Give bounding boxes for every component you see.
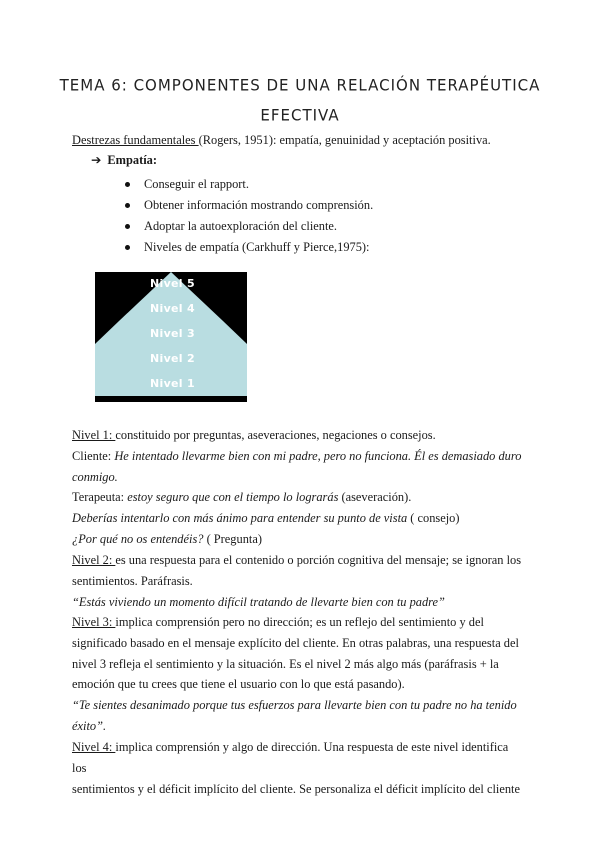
nivel3-text-line3: nivel 3 refleja el sentimiento y la situación. Es el nivel 2 más algo más (paráfrasis + la — [72, 656, 499, 671]
intro-heading: Destrezas fundamentales — [72, 133, 199, 147]
page-title: TEMA 6: COMPONENTES DE UNA RELACIÓN TERAPÉUTICA — [59, 75, 541, 95]
terapeuta-quote: estoy seguro que con el tiempo lo lograrás — [127, 490, 339, 505]
page-title-continued: EFECTIVA — [260, 105, 340, 125]
list-item: Adoptar la autoexploración del cliente. — [120, 216, 373, 237]
nivel2-text: es una respuesta para el contenido o porción cognitiva del mensaje; se ignoran los — [115, 553, 522, 567]
nivel2-text-continued: sentimientos. Paráfrasis. — [72, 573, 193, 588]
cliente-quote-continued: conmigo. — [72, 469, 118, 484]
nivel3-paragraph — [72, 612, 522, 737]
nivel3-quote-continued: éxito”. — [72, 718, 107, 733]
nivel3-text-line2: significado basado en el mensaje explícito del cliente. En otras palabras, una respuesta del — [72, 635, 519, 650]
nivel2-paragraph — [72, 550, 522, 612]
empatia-label: Empatía: — [107, 153, 157, 167]
nivel2-quote: “Estás viviendo un momento difícil tratando de llevarte bien con tu padre” — [72, 594, 445, 609]
nivel4-label: Nivel 4: — [72, 740, 116, 754]
arrow-right-icon: ➔ — [91, 152, 102, 167]
pyramid-level-5: Nivel 5 — [150, 277, 195, 290]
terapeuta-label: Terapeuta: — [72, 490, 128, 505]
pyramid-level-2: Nivel 2 — [150, 352, 195, 365]
nivel4-paragraph — [72, 737, 522, 799]
list-item: Conseguir el rapport. — [120, 174, 373, 195]
nivel2-label: Nivel 2: — [72, 553, 116, 567]
pregunta-quote: ¿Por qué no os entendéis? — [72, 531, 204, 546]
nivel3-quote: “Te sientes desanimado porque tus esfuerzos para llevarte bien con tu padre no ha tenido — [72, 698, 517, 713]
empatia-list — [120, 174, 373, 258]
nivel4-text-continued: sentimientos y el déficit implícito del cliente. Se personaliza el déficit implícito del cliente — [72, 781, 520, 796]
consejo-quote: Deberías intentarlo con más ánimo para entender su punto de vista — [72, 511, 408, 526]
nivel4-text: implica comprensión y algo de dirección. Una respuesta de este nivel identifica los — [72, 740, 509, 775]
pyramid-level-3: Nivel 3 — [150, 327, 195, 340]
pyramid-level-1: Nivel 1 — [150, 377, 195, 390]
consejo-note: ( consejo) — [407, 511, 460, 526]
cliente-quote: He intentado llevarme bien con mi padre, pero no funciona. Él es demasiado duro — [114, 448, 522, 463]
list-item: Obtener información mostrando comprensión. — [120, 195, 373, 216]
cliente-label: Cliente: — [72, 448, 115, 463]
nivel3-text-line4: emoción que tu crees que tiene el usuario con lo que está pasando). — [72, 677, 405, 692]
nivel3-label: Nivel 3: — [72, 615, 116, 629]
pregunta-note: ( Pregunta) — [203, 531, 262, 546]
list-item: Niveles de empatía (Carkhuff y Pierce,1975): — [120, 237, 373, 258]
nivel1-paragraph — [72, 425, 522, 550]
nivel1-label: Nivel 1: — [72, 428, 116, 442]
terapeuta-note: (aseveración). — [338, 490, 412, 505]
intro-paragraph — [72, 130, 522, 151]
nivel3-text: implica comprensión pero no dirección; es un reflejo del sentimiento y del — [115, 615, 484, 629]
empatia-heading — [91, 152, 157, 168]
nivel1-text: constituido por preguntas, aseveraciones, negaciones o consejos. — [115, 428, 436, 442]
pyramid-level-4: Nivel 4 — [150, 302, 195, 315]
intro-text: (Rogers, 1951): empatía, genuinidad y aceptación positiva. — [198, 133, 491, 147]
